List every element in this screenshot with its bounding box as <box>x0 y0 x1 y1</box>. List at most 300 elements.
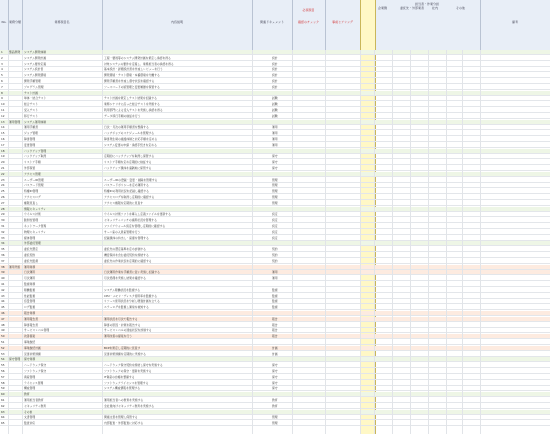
header-no: No. <box>0 0 9 50</box>
table-row <box>0 212 550 217</box>
grid-line <box>360 50 361 434</box>
row-desc: 開発環境・テスト環境・本番環境を分離する <box>104 73 160 78</box>
row-desc: エラーログを監視し異常を検知する <box>104 305 149 310</box>
row-check: 設定 <box>272 235 278 240</box>
table-row <box>0 270 550 275</box>
row-no: 57 <box>1 374 5 379</box>
row-check: 監視 <box>272 299 278 304</box>
row-no: 7 <box>1 84 3 89</box>
row-name: 改善提案 <box>24 334 36 339</box>
row-desc: バッチジョブのスケジュールを管理する <box>104 131 155 136</box>
table-row <box>0 247 550 252</box>
table-row <box>0 311 550 316</box>
row-name: アクセス管理 <box>24 171 41 176</box>
row-no: 38 <box>1 264 5 269</box>
row-no: 3 <box>1 61 3 66</box>
row-check: 管理 <box>272 200 278 205</box>
row-name: 委託先監督 <box>24 258 38 263</box>
row-no: 24 <box>1 183 5 188</box>
row-no: 52 <box>1 345 5 350</box>
row-name: ソフトウェア保守 <box>24 369 47 373</box>
sub-label-0: 企業側 <box>378 6 388 10</box>
row-name: 教育 <box>24 392 30 397</box>
header-name: 業務項目名 <box>22 0 103 50</box>
table-row <box>0 178 550 183</box>
table-row <box>0 85 550 90</box>
row-no: 45 <box>1 305 5 310</box>
row-name: ジョブ管理 <box>24 131 38 136</box>
row-check: 契約 <box>272 258 278 263</box>
table-row <box>0 131 550 136</box>
row-desc: サービスレベルの達成状況を評価する <box>104 328 152 333</box>
row-check: 監視 <box>272 287 278 292</box>
row-desc: 運用改善の提案を行う <box>104 334 132 339</box>
table-row <box>0 340 550 345</box>
row-name: バックアップ管理 <box>24 148 47 153</box>
table-row <box>0 265 550 270</box>
row-no: 9 <box>1 96 3 101</box>
table-row <box>0 305 550 310</box>
row-check: 報告 <box>272 322 278 327</box>
grid-line <box>428 50 429 434</box>
row-no: 39 <box>1 270 5 275</box>
table-row <box>0 421 550 426</box>
row-check: 教育 <box>272 403 278 408</box>
row-name: 保守業務 <box>24 357 36 362</box>
row-no: 16 <box>1 137 5 141</box>
row-check: 試験 <box>272 108 278 112</box>
row-name: ログ監視 <box>24 305 36 310</box>
table-row <box>0 352 550 357</box>
row-no: 59 <box>1 386 5 391</box>
row-desc: 機密保持を含む委託契約を締結する <box>104 253 149 257</box>
header-red-2: 事前ヒアリング <box>325 0 361 50</box>
table-row <box>0 108 550 113</box>
grid-line <box>446 50 447 434</box>
header-remarks: 備考 <box>511 20 518 24</box>
row-no: 54 <box>1 357 5 362</box>
row-check: 保守 <box>272 380 278 385</box>
row-name: 性能監視 <box>24 293 36 298</box>
row-desc: 障害発生時の連絡体制と対応手順を定める <box>104 137 158 141</box>
row-desc: ハードウェア保守契約を締結し保守を実施する <box>104 363 163 368</box>
table-row <box>0 102 550 107</box>
header-group-title: 担当者・作業分担 <box>414 2 439 6</box>
row-desc: パスワードポリシーを定め運用する <box>104 183 149 188</box>
row-desc: 委託先の選定基準を定め評価する <box>104 247 146 252</box>
row-no: 32 <box>1 229 5 234</box>
header-row <box>0 0 550 51</box>
row-desc: システム稼働状況を監視する <box>104 287 141 292</box>
row-no: 11 <box>1 108 5 112</box>
row-name: 障害管理 <box>24 137 36 141</box>
header-red-note: 必須項目 <box>302 8 315 12</box>
row-desc: 利用部門による受入テストを実施し承認を得る <box>104 108 163 112</box>
row-no: 36 <box>1 253 5 257</box>
row-name: 月次運用 <box>24 276 36 281</box>
row-name: 外部委託管理 <box>24 241 41 246</box>
row-name: 文書管理 <box>24 415 36 420</box>
table-row <box>0 299 550 304</box>
row-check: 保守 <box>272 154 278 159</box>
row-check: 設計 <box>272 55 278 60</box>
table-row <box>0 91 550 96</box>
row-name: システム要件定義 <box>24 61 47 66</box>
table-row <box>0 294 550 299</box>
row-check: 監視 <box>272 293 278 298</box>
row-name: パスワード管理 <box>24 183 44 188</box>
row-no: 47 <box>1 316 5 321</box>
row-desc: 特権IDの利用状況を記録し確認する <box>104 189 149 194</box>
row-desc: 月次処理を実施し結果を確認する <box>104 276 146 281</box>
table-row <box>0 189 550 194</box>
row-name: 資産管理 <box>24 374 36 379</box>
row-desc: BCPを策定し定期的に見直す <box>104 345 141 350</box>
row-check: 管理 <box>272 183 278 188</box>
row-no: 17 <box>1 142 5 147</box>
row-no: 44 <box>1 299 5 304</box>
row-desc: テスト計画を策定しテスト結果を記録する <box>104 96 157 101</box>
row-name: 運用担当者教育 <box>24 398 44 402</box>
table-row <box>0 386 550 391</box>
sub-label-3: その他 <box>456 6 466 10</box>
row-desc: 定期的にバックアップを取得し保管する <box>104 154 155 159</box>
row-name: 変更管理 <box>24 142 36 147</box>
row-check: 保守 <box>272 166 278 170</box>
table-row <box>0 218 550 223</box>
row-no: 56 <box>1 369 5 373</box>
row-check: 設計 <box>272 79 278 83</box>
table-row <box>0 288 550 293</box>
row-desc: 工程・要員等のシステム開発計画を策定し承認を得る <box>104 55 171 60</box>
row-check: 契約 <box>272 247 278 252</box>
row-name: バックアップ取得 <box>24 154 47 159</box>
row-no: 41 <box>1 282 5 286</box>
row-no: 12 <box>1 113 5 118</box>
row-desc: ユーザーIDの登録・変更・削除を管理する <box>104 177 158 182</box>
row-no: 2 <box>1 55 3 60</box>
row-no: 27 <box>1 200 5 205</box>
row-check: 運用 <box>272 137 278 141</box>
row-desc: 委託先の作業状況を定期的に確認する <box>104 258 152 263</box>
row-check: 設定 <box>272 229 278 234</box>
row-check: 管理 <box>272 177 278 182</box>
row-desc: ウイルス対策ソフトを導入し定義ファイルを更新する <box>104 212 171 217</box>
row-desc: 運用状況を月次で報告する <box>104 316 138 321</box>
table-row <box>0 166 550 171</box>
row-name: 権限見直し <box>24 200 38 205</box>
row-desc: CPU・メモリ・ディスク使用率を監視する <box>104 293 158 298</box>
row-no: 29 <box>1 212 5 217</box>
row-desc: 全社員向けセキュリティ教育を実施する <box>104 403 155 408</box>
row-name: 委託先選定 <box>24 247 38 252</box>
row-name: 災害対策訓練 <box>24 351 41 356</box>
table-row <box>0 154 550 159</box>
row-name: 報告業務 <box>24 311 36 315</box>
row-desc: システム構成情報を管理する <box>104 386 141 391</box>
row-check: 教育 <box>272 398 278 402</box>
row-name: 日次運用 <box>24 270 36 275</box>
row-no: 20 <box>1 160 5 165</box>
row-category: 保守管理 <box>9 357 21 362</box>
row-desc: 日次・月次の運用手順書を整備する <box>104 125 149 130</box>
header-category: 業務分類 <box>8 0 23 50</box>
row-no: 33 <box>1 235 5 240</box>
row-name: その他 <box>24 409 33 414</box>
row-check: 保守 <box>272 369 278 373</box>
row-name: 情報セキュリティ <box>24 206 47 211</box>
row-no: 61 <box>1 398 5 402</box>
table-row <box>0 67 550 72</box>
row-no: 63 <box>1 409 5 414</box>
row-check: 保守 <box>272 363 278 368</box>
row-category: 運用実施 <box>9 264 21 269</box>
row-desc: システム変更の申請・承認手続きを定める <box>104 142 157 147</box>
table-row <box>0 346 550 351</box>
table-row <box>0 404 550 409</box>
row-no: 50 <box>1 334 5 339</box>
grid-line <box>410 50 411 434</box>
row-check: 設計 <box>272 84 278 89</box>
row-no: 13 <box>1 119 5 124</box>
row-check: 設定 <box>272 212 278 217</box>
row-name: 監視業務 <box>24 282 36 286</box>
table-row <box>0 323 550 328</box>
row-check: 報告 <box>272 328 278 333</box>
row-desc: リソース使用状況を分析し増強計画を立てる <box>104 299 160 304</box>
row-desc: ファイアウォール設定を管理し定期的に確認する <box>104 224 166 228</box>
table-row <box>0 62 550 67</box>
row-no: 22 <box>1 171 5 176</box>
table-row <box>0 241 550 246</box>
table-row <box>0 276 550 281</box>
table-row <box>0 56 550 61</box>
row-desc: 記録媒体の持出し・廃棄を管理する <box>104 235 149 240</box>
row-check: 計画 <box>272 345 278 350</box>
row-no: 21 <box>1 166 5 170</box>
sub-label-2: 社内 <box>432 6 439 10</box>
row-no: 55 <box>1 363 5 368</box>
row-name: セキュリティ教育 <box>24 403 47 408</box>
row-check: 監視 <box>272 305 278 310</box>
table-row <box>0 183 550 188</box>
grid-line <box>462 50 463 434</box>
row-name: テスト計画 <box>24 90 38 95</box>
table-row <box>0 79 550 84</box>
row-check: 管理 <box>272 189 278 194</box>
row-no: 48 <box>1 322 5 327</box>
table-row <box>0 410 550 415</box>
row-desc: 関連文書を管理し保管する <box>104 415 138 420</box>
row-name: システム開発計画 <box>24 55 47 60</box>
row-desc: 基本設計・詳細設計書を作成しレビューを行う <box>104 67 163 72</box>
row-name: 単体・結合テスト <box>24 96 47 101</box>
row-name: 事業継続 <box>24 340 36 344</box>
row-check: 計画 <box>272 351 278 356</box>
row-no: 58 <box>1 380 5 385</box>
row-no: 1 <box>1 50 3 54</box>
row-name: システム開発体制 <box>24 50 47 54</box>
row-desc: ソースコードの版管理と変更履歴を保管する <box>104 84 160 89</box>
row-name: 運用業務 <box>24 264 36 269</box>
row-name: 委託契約 <box>24 253 36 257</box>
table-row <box>0 317 550 322</box>
row-desc: 運用担当者への教育を実施する <box>104 398 144 402</box>
grid-line <box>102 50 103 434</box>
table-row <box>0 224 550 229</box>
row-desc: セキュリティパッチの適用状況を管理する <box>104 218 157 223</box>
row-name: 監査対応 <box>24 421 36 426</box>
row-no: 37 <box>1 258 5 263</box>
row-name: 移行テスト <box>24 113 38 118</box>
row-no: 14 <box>1 125 5 130</box>
row-no: 18 <box>1 148 5 153</box>
header-content: 内容説明 <box>102 0 253 50</box>
row-name: ハードウェア保守 <box>24 363 47 368</box>
row-check: 運用 <box>272 142 278 147</box>
row-check: 報告 <box>272 334 278 339</box>
grid-line <box>374 50 375 434</box>
table-row <box>0 160 550 165</box>
table-row <box>0 114 550 119</box>
row-name: 運用報告書 <box>24 316 38 321</box>
table-row <box>0 236 550 241</box>
table-row <box>0 50 550 55</box>
row-name: 開発手順管理 <box>24 79 41 83</box>
row-name: 特権ID管理 <box>24 189 39 194</box>
table-row <box>0 392 550 397</box>
row-desc: 災害対策訓練を定期的に実施する <box>104 351 146 356</box>
row-no: 40 <box>1 276 5 281</box>
row-desc: アクセス権限を定期的に見直す <box>104 200 144 205</box>
table-row <box>0 334 550 339</box>
table-row <box>0 195 550 200</box>
row-name: 稼働監視 <box>24 287 36 292</box>
row-desc: リストア手順を定め定期的に検証する <box>104 160 152 165</box>
row-name: 事業継続計画 <box>24 345 41 350</box>
row-no: 53 <box>1 351 5 356</box>
row-check: 試験 <box>272 113 278 118</box>
table-row <box>0 259 550 264</box>
table-row <box>0 357 550 362</box>
table-row <box>0 96 550 101</box>
row-check: 試験 <box>272 96 278 101</box>
row-check: 設計 <box>272 61 278 66</box>
table-row <box>0 381 550 386</box>
row-name: 構成管理 <box>24 386 36 391</box>
row-check: 運用 <box>272 125 278 130</box>
table-row <box>0 363 550 368</box>
table-row <box>0 172 550 177</box>
row-check: 保守 <box>272 160 278 165</box>
row-desc: バックアップ媒体を遠隔地に保管する <box>104 166 152 170</box>
row-check: 管理 <box>272 415 278 420</box>
row-check: 契約 <box>272 253 278 257</box>
row-no: 19 <box>1 154 5 159</box>
row-no: 49 <box>1 328 5 333</box>
row-name: ネットワーク管理 <box>24 224 47 228</box>
row-check: 運用 <box>272 270 278 275</box>
row-no: 23 <box>1 177 5 182</box>
row-name: 容量管理 <box>24 299 36 304</box>
row-name: 総合テスト <box>24 102 38 107</box>
row-no: 10 <box>1 102 5 107</box>
row-name: 外部保管 <box>24 166 36 170</box>
grid-line <box>392 50 393 434</box>
header-check: 関連ドキュメント <box>252 0 293 50</box>
table-row <box>0 125 550 130</box>
row-check: 設計 <box>272 67 278 72</box>
row-desc: 開発手順書を作成し遵守状況を確認する <box>104 79 155 83</box>
row-check: 報告 <box>272 316 278 321</box>
row-desc: 内部監査・外部監査に対応する <box>104 421 144 426</box>
grid-line <box>252 50 253 434</box>
row-no: 28 <box>1 206 5 211</box>
row-no: 60 <box>1 392 5 397</box>
table-row <box>0 143 550 148</box>
row-no: 35 <box>1 247 5 252</box>
row-no: 51 <box>1 340 5 344</box>
table-row <box>0 375 550 380</box>
row-desc: アクセスログを取得し定期的に確認する <box>104 195 155 199</box>
row-no: 5 <box>1 73 3 78</box>
table-row <box>0 398 550 403</box>
table-row <box>0 73 550 78</box>
row-check: 運用 <box>272 276 278 281</box>
row-no: 25 <box>1 189 5 194</box>
row-desc: 日次運用作業を手順書に従い実施し記録する <box>104 270 160 275</box>
row-check: 設定 <box>272 218 278 223</box>
row-name: リストア手順 <box>24 160 41 165</box>
row-desc: データ移行手順の検証を行う <box>104 113 141 118</box>
row-desc: IT資産の台帳を整備する <box>104 374 135 379</box>
row-no: 43 <box>1 293 5 298</box>
table-row <box>0 149 550 154</box>
sub-label-1: 委託先・外部業者 <box>400 6 425 10</box>
grid-line <box>480 50 481 434</box>
row-name: プログラム管理 <box>24 84 44 89</box>
row-name: アクセスログ <box>24 195 41 199</box>
row-no: 62 <box>1 403 5 408</box>
row-name: 障害報告書 <box>24 322 38 327</box>
row-name: 運用手順書 <box>24 125 38 130</box>
grid-line <box>8 50 9 434</box>
table-row <box>0 137 550 142</box>
row-desc: 対象システムの要件を定義し、業務担当者の承認を得る <box>104 61 174 66</box>
row-name: 媒体管理 <box>24 235 36 240</box>
row-no: 64 <box>1 415 5 420</box>
row-check: 試験 <box>272 102 278 107</box>
row-no: 26 <box>1 195 5 199</box>
row-no: 65 <box>1 421 5 426</box>
row-desc: ソフトウェアの保守・更新を実施する <box>104 369 152 373</box>
grid-line <box>22 50 23 434</box>
row-no: 30 <box>1 218 5 223</box>
table-row <box>0 282 550 287</box>
row-no: 34 <box>1 241 5 246</box>
row-no: 42 <box>1 287 5 292</box>
row-desc: サーバ室の入退室管理を行う <box>104 229 141 234</box>
row-category: 運用管理 <box>9 119 21 124</box>
row-name: システム開発環境 <box>24 73 47 78</box>
row-check: 運用 <box>272 131 278 136</box>
row-name: 受入テスト <box>24 108 38 112</box>
row-name: ライセンス管理 <box>24 380 44 385</box>
row-desc: 障害の原因・対策を報告する <box>104 322 141 327</box>
table-row <box>0 230 550 235</box>
row-no: 31 <box>1 224 5 228</box>
row-name: 脆弱性管理 <box>24 218 38 223</box>
